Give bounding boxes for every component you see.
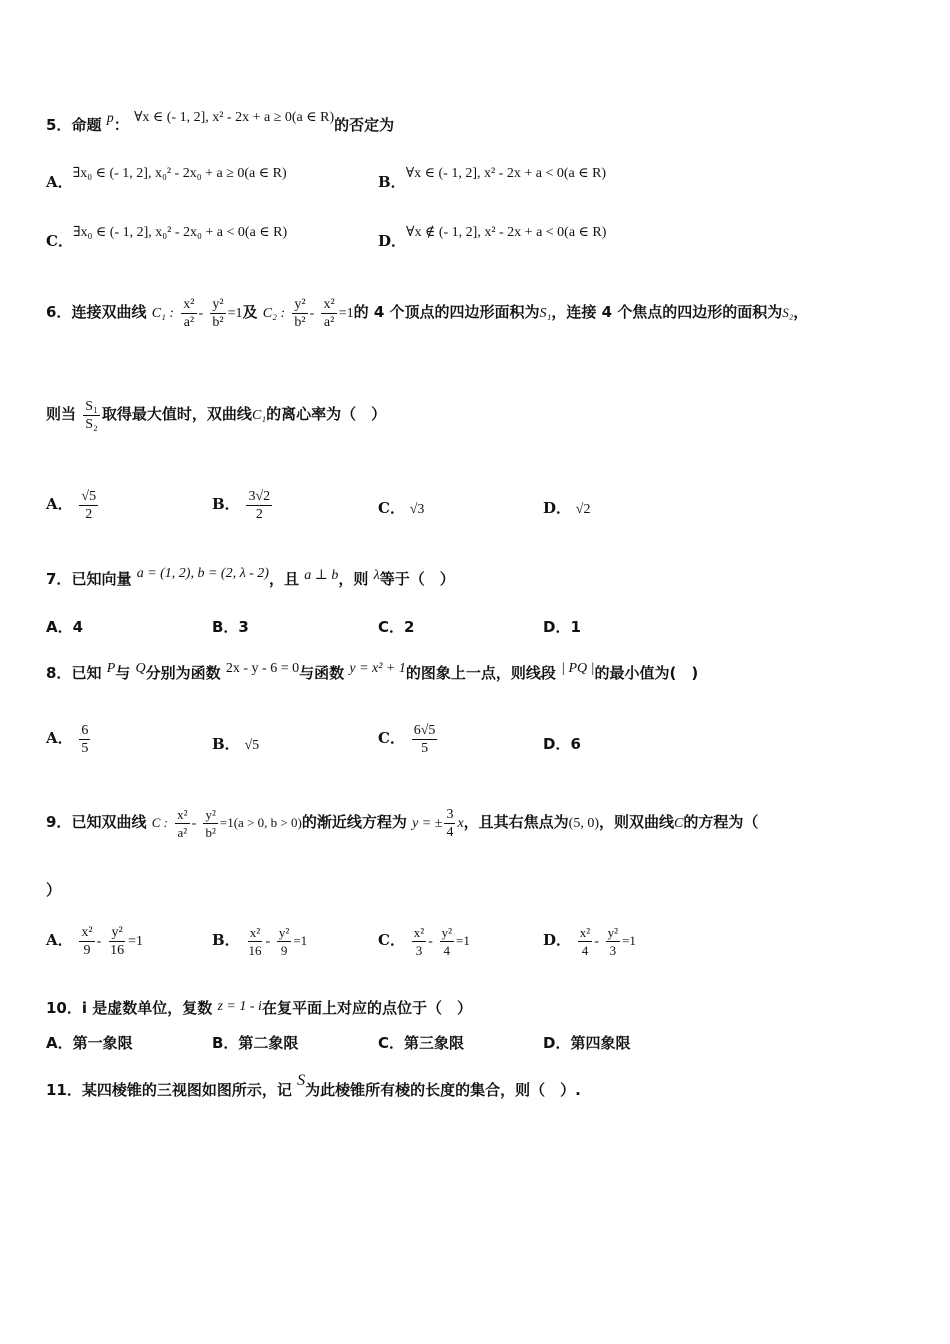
- q11-stem: 11．某四棱锥的三视图如图所示，记 S为此棱锥所有棱的长度的集合，则（ ）.: [46, 1072, 581, 1099]
- q9-option-c[interactable]: C． $\frac{\text{x²}}{3}$ - $\frac{\text{y²}}{4}$ =1: [378, 924, 470, 958]
- q10-option-d[interactable]: D．第四象限: [543, 1034, 631, 1052]
- q9-option-a[interactable]: A． $\frac{\text{x²}}{9}$ - $\frac{\text{y²}}{16}$ =1: [46, 924, 143, 958]
- q10-option-a[interactable]: A．第一象限: [46, 1034, 133, 1052]
- q5-option-b[interactable]: B．∀x ∈ (- 1, 2], x² - 2x + a < 0(a ∈ R): [378, 166, 607, 191]
- q6-option-a[interactable]: A． $\frac{√5}{2}$: [46, 488, 97, 522]
- q6-option-c[interactable]: C． √3: [378, 499, 425, 517]
- q7-stem: 7．已知向量 a = (1, 2), b = (2, λ - 2)，且 a ⊥ b，则 λ等于（ ）: [46, 566, 455, 588]
- q8-stem: 8．已知 P与 Q分别为函数 2x - y - 6 = 0与函数 y = x² + 1的图象上一点，则线段 | PQ |的最小值为( ): [46, 661, 699, 682]
- q8-option-a[interactable]: A． $\frac{6}{5}$: [46, 722, 89, 756]
- q9-option-b[interactable]: B． $\frac{\text{x²}}{16}$ - $\frac{\text{y²}}{9}$ =1: [212, 924, 308, 958]
- q6-stem: 6．连接双曲线 C₁ : $\frac{\text{x²}}{\text{a²}}$ - $\frac{\text{y²}}{\text{b²}}$ =1及 C₂ : $\frac{\text{y²}}{\text{b²}}$ - $\frac{\text{x²}}{\text{a²}}$ =1的 4 个顶点的四边形面积为S₁，连接 4 个焦点的四边形的面积为S₂，: [46, 296, 809, 330]
- q7-option-c[interactable]: C．2: [378, 618, 415, 636]
- q5-option-c[interactable]: C．∃x₀ ∈ (- 1, 2], x₀² - 2x₀ + a < 0(a ∈ R): [46, 225, 288, 250]
- q8-option-b[interactable]: B． √5: [212, 735, 260, 753]
- q5-option-a[interactable]: A．∃x₀ ∈ (- 1, 2], x₀² - 2x₀ + a ≥ 0(a ∈ R): [46, 166, 287, 191]
- q5-expression: ∀x ∈ (- 1, 2], x² - 2x + a ≥ 0(a ∈ R): [133, 110, 335, 125]
- q6-stem-line2: 则当 $\frac{\text{S₁}}{\text{S₂}}$ 取得最大值时，双曲线C₁的离心率为（ ）: [46, 398, 387, 432]
- q10-option-c[interactable]: C．第三象限: [378, 1034, 465, 1052]
- q7-option-a[interactable]: A．4: [46, 618, 84, 636]
- q5-stem: 5．命题 p： ∀x ∈ (- 1, 2], x² - 2x + a ≥ 0(a ∈ R)的否定为: [46, 110, 395, 134]
- q5-option-d[interactable]: D．∀x ∉ (- 1, 2], x² - 2x + a < 0(a ∈ R): [378, 225, 607, 250]
- q6-option-d[interactable]: D． √2: [543, 499, 591, 517]
- q7-option-d[interactable]: D．1: [543, 618, 581, 636]
- q7-option-b[interactable]: B．3: [212, 618, 249, 636]
- q9-stem-close: ）: [46, 881, 62, 899]
- q9-option-d[interactable]: D． $\frac{\text{x²}}{4}$ - $\frac{\text{y²}}{3}$ =1: [543, 924, 636, 958]
- q8-option-d[interactable]: D．6: [543, 735, 581, 753]
- q8-option-c[interactable]: C． $\frac{6√5}{5}$: [378, 722, 436, 756]
- q9-stem: 9．已知双曲线 C : $\frac{\text{x²}}{\text{a²}}$ - $\frac{\text{y²}}{\text{b²}}$ =1(a > 0, b > 0)的渐近线方程为 y = ± $\frac{3}{4}$ x，且其右焦点为(5, 0)，则双曲线C的方程为（: [46, 806, 759, 840]
- q10-stem: 10．i 是虚数单位，复数 z = 1 - i在复平面上对应的点位于（ ）: [46, 999, 472, 1017]
- q10-option-b[interactable]: B．第二象限: [212, 1034, 299, 1052]
- q6-option-b[interactable]: B． $\frac{3√2}{2}$: [212, 488, 271, 522]
